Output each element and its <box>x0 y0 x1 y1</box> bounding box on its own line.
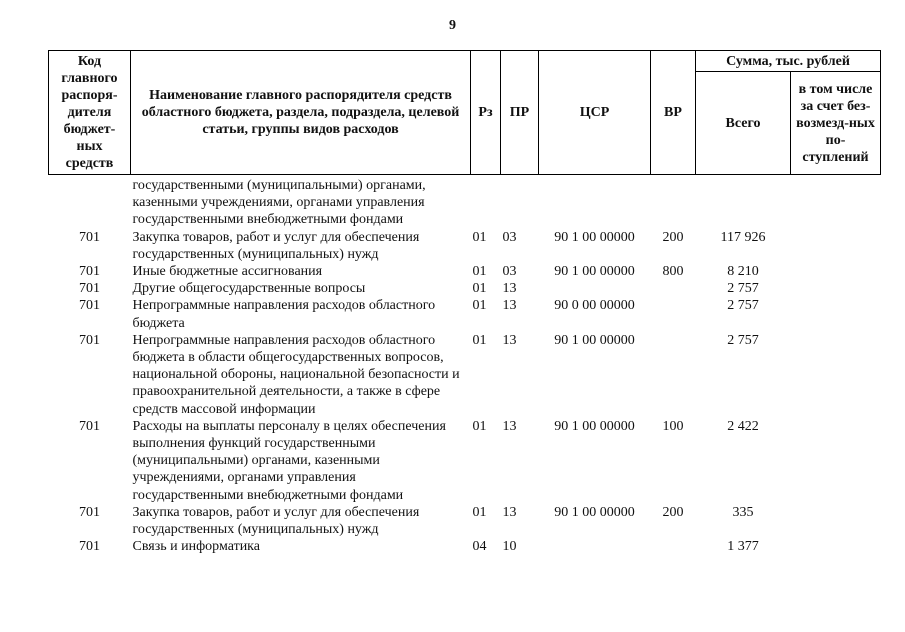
cell-code: 701 <box>79 332 100 348</box>
table-row <box>49 332 881 418</box>
cell-free <box>791 538 881 555</box>
cell-pr: 13 <box>502 504 517 520</box>
cell-name: Закупка товаров, работ и услуг для обеспечения государственных (муниципальных) нужд <box>132 504 420 538</box>
cell-csr: 90 1 00 00000 <box>554 264 635 280</box>
header-vr: ВР <box>651 51 696 175</box>
cell-code: 701 <box>79 229 100 245</box>
cell-total <box>696 175 791 229</box>
cell-total: 1 377 <box>727 539 759 555</box>
cell-vr <box>651 297 696 331</box>
cell-pr: 03 <box>502 264 517 280</box>
cell-rz: 01 <box>472 504 487 520</box>
cell-vr: 800 <box>662 264 684 280</box>
cell-code: 701 <box>79 298 100 314</box>
cell-csr <box>539 280 651 297</box>
header-csr: ЦСР <box>539 51 651 175</box>
cell-rz: 01 <box>472 229 487 245</box>
cell-csr <box>539 175 651 229</box>
cell-vr: 200 <box>662 504 684 520</box>
table-row <box>49 280 881 297</box>
cell-name: Связь и информатика <box>132 539 260 555</box>
cell-vr <box>651 538 696 555</box>
cell-pr: 13 <box>502 332 517 348</box>
cell-rz: 01 <box>472 332 487 348</box>
cell-code: 701 <box>79 264 100 280</box>
cell-total: 2 757 <box>727 281 759 297</box>
cell-free <box>791 504 881 538</box>
cell-code: 701 <box>79 418 100 434</box>
table-row <box>49 418 881 504</box>
cell-code: 701 <box>79 504 100 520</box>
cell-csr: 90 0 00 00000 <box>554 298 635 314</box>
table-row <box>49 504 881 538</box>
cell-total: 2 757 <box>727 332 759 348</box>
cell-vr <box>651 175 696 229</box>
cell-code <box>49 175 131 229</box>
table-row <box>49 175 881 229</box>
cell-csr <box>539 538 651 555</box>
table-body <box>49 175 881 556</box>
cell-rz: 01 <box>472 264 487 280</box>
cell-name: Расходы на выплаты персоналу в целях обеспечения выполнения функций государственными (муниципальными) органами, казенными учреждениями, органами управления государственными внебюджетными фондами <box>132 418 446 503</box>
cell-name: государственными (муниципальными) органами, казенными учреждениями, органами управления государственными внебюджетными фондами <box>132 178 426 228</box>
cell-rz: 01 <box>472 418 487 434</box>
table-header <box>49 51 881 175</box>
cell-rz: 04 <box>472 539 487 555</box>
cell-rz: 01 <box>472 281 487 297</box>
cell-vr: 100 <box>662 418 684 434</box>
cell-pr: 10 <box>502 539 517 555</box>
cell-name: Непрограммные направления расходов областного бюджета в области общегосударственных вопросов, национальной обороны, национальной безопасности и правоохранительной деятельности, а также в сфере средств массовой информации <box>132 332 460 417</box>
cell-total: 335 <box>732 504 754 520</box>
cell-pr: 03 <box>502 229 517 245</box>
budget-table <box>48 50 881 555</box>
cell-code: 701 <box>79 281 100 297</box>
cell-vr <box>651 332 696 418</box>
cell-total: 2 757 <box>727 298 759 314</box>
cell-pr <box>501 175 539 229</box>
header-total: Всего <box>696 72 791 175</box>
cell-vr <box>651 280 696 297</box>
header-pr: ПР <box>501 51 539 175</box>
table-row <box>49 297 881 331</box>
cell-name: Иные бюджетные ассигнования <box>132 264 323 280</box>
cell-csr: 90 1 00 00000 <box>554 504 635 520</box>
header-rz: Рз <box>471 51 501 175</box>
cell-total: 117 926 <box>720 229 766 245</box>
cell-rz <box>471 175 501 229</box>
header-name: Наименование главного распорядителя средств областного бюджета, раздела, подраздела, целевой статьи, группы видов расходов <box>131 51 471 175</box>
page-number: 9 <box>449 18 456 33</box>
cell-rz: 01 <box>472 298 487 314</box>
table-row <box>49 229 881 263</box>
cell-free <box>791 280 881 297</box>
table-row <box>49 538 881 555</box>
cell-free <box>791 229 881 263</box>
cell-free <box>791 418 881 504</box>
header-sum: Сумма, тыс. рублей <box>696 51 881 72</box>
cell-pr: 13 <box>502 281 517 297</box>
cell-free <box>791 332 881 418</box>
cell-free <box>791 297 881 331</box>
cell-name: Закупка товаров, работ и услуг для обеспечения государственных (муниципальных) нужд <box>132 229 420 262</box>
table-row <box>49 263 881 280</box>
cell-name: Непрограммные направления расходов областного бюджета <box>132 298 436 331</box>
cell-free <box>791 263 881 280</box>
cell-name: Другие общегосударственные вопросы <box>132 281 366 297</box>
header-code: Код главного распоря-дителя бюджет-ных средств <box>49 51 131 175</box>
cell-total: 2 422 <box>727 418 759 434</box>
cell-csr: 90 1 00 00000 <box>554 418 635 434</box>
cell-vr: 200 <box>662 229 684 245</box>
cell-pr: 13 <box>502 418 517 434</box>
cell-code: 701 <box>79 539 100 555</box>
cell-csr: 90 1 00 00000 <box>554 229 635 245</box>
header-free: в том числе за счет без-возмезд-ных по-ступлений <box>791 72 881 175</box>
cell-pr: 13 <box>502 298 517 314</box>
cell-csr: 90 1 00 00000 <box>554 332 635 348</box>
cell-total: 8 210 <box>727 264 759 280</box>
cell-free <box>791 175 881 229</box>
